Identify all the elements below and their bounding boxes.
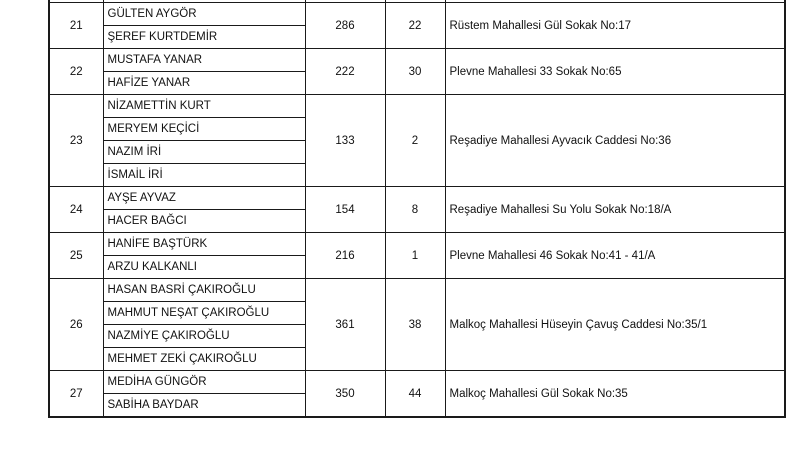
parsel-cell: 1 <box>385 233 445 279</box>
owner-name: SABİHA BAYDAR <box>107 399 199 411</box>
address-cell: Plevne Mahallesi 46 Sokak No:41 - 41/A <box>445 233 785 279</box>
row-number-cell: 24 <box>49 187 103 233</box>
parsel-cell: 38 <box>385 279 445 371</box>
parsel-cell: 2 <box>385 95 445 187</box>
parsel-cell: 8 <box>385 187 445 233</box>
ada-cell: 361 <box>305 279 385 371</box>
ada-cell: 216 <box>305 233 385 279</box>
owner-name: MEHMET ZEKİ ÇAKIROĞLU <box>107 353 257 365</box>
row-number-cell: 23 <box>49 95 103 187</box>
row-number-cell: 25 <box>49 233 103 279</box>
owner-name: HASAN BASRİ ÇAKIROĞLU <box>104 279 305 302</box>
row-number-cell: 27 <box>49 371 103 418</box>
owner-name: İSMAİL İRİ <box>107 169 163 181</box>
owner-name: MERYEM KEÇİCİ <box>104 118 305 141</box>
owner-names-cell <box>103 371 305 418</box>
row-number-cell: 26 <box>49 279 103 371</box>
address-cell: Malkoç Mahallesi Gül Sokak No:35 <box>445 371 785 418</box>
table-row <box>49 187 785 233</box>
owner-name: NAZMİYE ÇAKIROĞLU <box>104 325 305 348</box>
ada-cell: 286 <box>305 3 385 49</box>
owner-name: HAFİZE YANAR <box>107 77 191 89</box>
table-row <box>49 49 785 95</box>
ada-cell: 154 <box>305 187 385 233</box>
table-body <box>49 0 785 417</box>
owner-name: NİZAMETTİN KURT <box>104 95 305 118</box>
owner-name: HANİFE BAŞTÜRK <box>104 233 305 256</box>
owner-name: NAZIM İRİ <box>104 141 305 164</box>
owner-name: MEDİHA GÜNGÖR <box>104 371 305 394</box>
ada-cell: 222 <box>305 49 385 95</box>
address-cell: Reşadiye Mahallesi Su Yolu Sokak No:18/A <box>445 187 785 233</box>
table-row <box>49 95 785 187</box>
owner-names-cell <box>103 49 305 95</box>
owner-names-cell <box>103 187 305 233</box>
owner-name: AYŞE AYVAZ <box>104 187 305 210</box>
address-cell: Malkoç Mahallesi Hüseyin Çavuş Caddesi No:35/1 <box>445 279 785 371</box>
property-table <box>48 0 786 418</box>
owner-names-cell <box>103 233 305 279</box>
owner-name: HACER BAĞCI <box>107 215 187 227</box>
table-row <box>49 371 785 418</box>
owner-names-cell <box>103 95 305 187</box>
owner-names-cell <box>103 279 305 371</box>
owner-name: GÜLTEN AYGÖR <box>104 3 305 26</box>
address-cell: Rüstem Mahallesi Gül Sokak No:17 <box>445 3 785 49</box>
owner-name: MAHMUT NEŞAT ÇAKIROĞLU <box>104 302 305 325</box>
address-cell: Reşadiye Mahallesi Ayvacık Caddesi No:36 <box>445 95 785 187</box>
address-cell: Plevne Mahallesi 33 Sokak No:65 <box>445 49 785 95</box>
row-number-cell: 22 <box>49 49 103 95</box>
owner-name: ARZU KALKANLI <box>107 261 197 273</box>
owner-name: MUSTAFA YANAR <box>104 49 305 72</box>
ada-cell: 133 <box>305 95 385 187</box>
table-row <box>49 279 785 371</box>
table-row <box>49 3 785 49</box>
owner-names-cell <box>103 3 305 49</box>
owner-name: ŞEREF KURTDEMİR <box>107 31 218 43</box>
table-row <box>49 233 785 279</box>
row-number-cell: 21 <box>49 3 103 49</box>
parsel-cell: 30 <box>385 49 445 95</box>
ada-cell: 350 <box>305 371 385 418</box>
parsel-cell: 22 <box>385 3 445 49</box>
parsel-cell: 44 <box>385 371 445 418</box>
